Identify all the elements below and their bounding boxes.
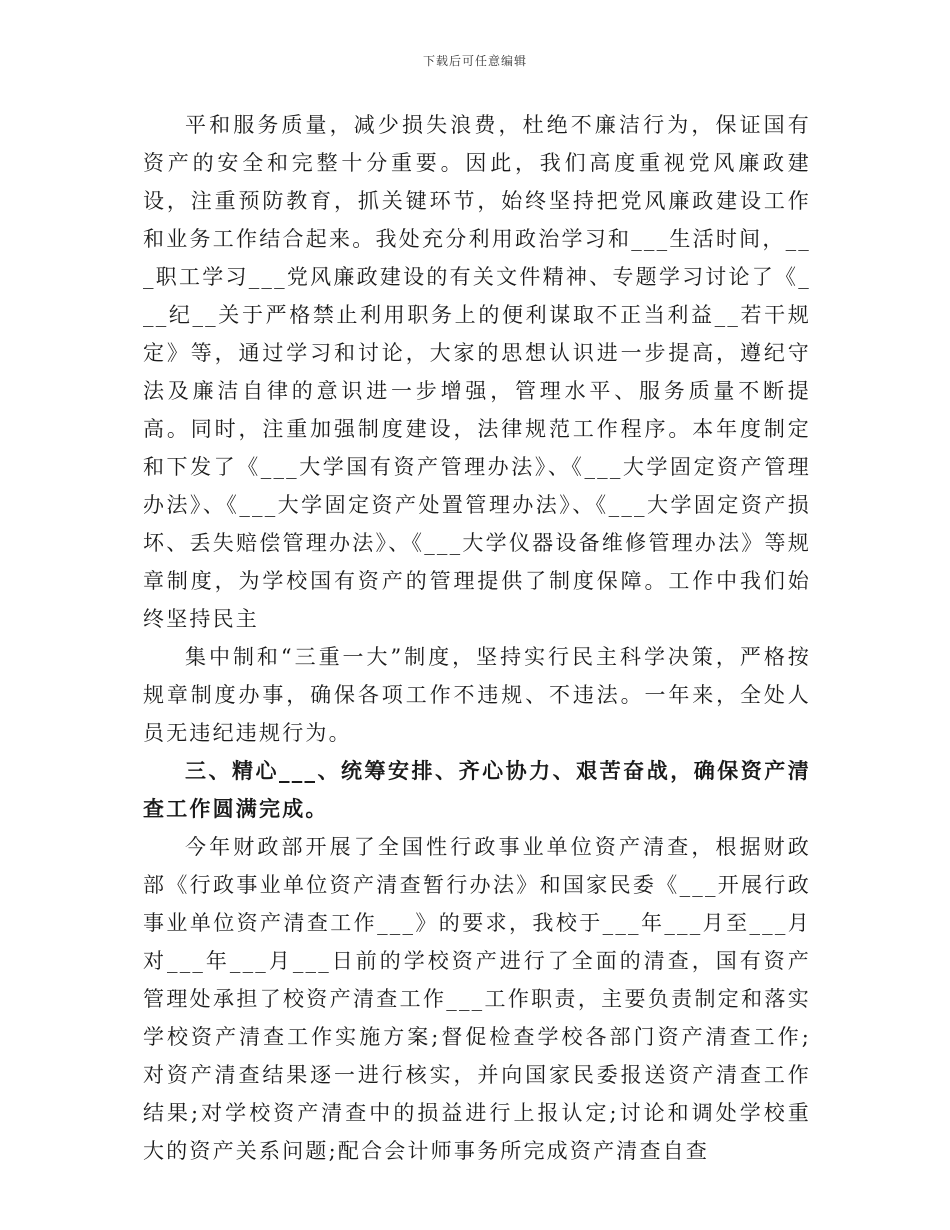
body-paragraph: 平和服务质量，减少损失浪费，杜绝不廉洁行为，保证国有资产的安全和完整十分重要。因此，我们高度重视党风廉政建设，注重预防教育，抓关键环节，始终坚持把党风廉政建设工作和业务工作结合起来。我处充分利用政治学习和___生活时间，___职工学习___党风廉政建设的有关文件精神、专题学习讨论了《___纪__关于严格禁止利用职务上的便利谋取不正当利益__若干规定》等，通过学习和讨论，大家的思想认识进一步提高，遵纪守法及廉洁自律的意识进一步增强，管理水平、服务质量不断提高。同时，注重加强制度建设，法律规范工作程序。本年度制定和下发了《___大学国有资产管理办法》、《___大学固定资产管理办法》、《___大学固定资产处置管理办法》、《___大学固定资产损坏、丢失赔偿管理办法》、《___大学仪器设备维修管理办法》等规章制度，为学校国有资产的管理提供了制度保障。工作中我们始终坚持民主: [143, 113, 811, 631]
section-heading: 三、精心___、统筹安排、齐心协力、艰苦奋战，确保资产清查工作圆满完成。: [143, 758, 811, 821]
body-paragraph: 集中制和“三重一大”制度，坚持实行民主科学决策，严格按规章制度办事，确保各项工作不违规、不违法。一年来，全处人员无违纪违规行为。: [143, 645, 811, 745]
body-paragraph: 今年财政部开展了全国性行政事业单位资产清查，根据财政部《行政事业单位资产清查暂行办法》和国家民委《___开展行政事业单位资产清查工作___》的要求，我校于___年___月至___月对___年___月___日前的学校资产进行了全面的清查，国有资产管理处承担了校资产清查工作___工作职责，主要负责制定和落实学校资产清查工作实施方案;督促检查学校各部门资产清查工作;对资产清查结果逐一进行核实，并向国家民委报送资产清查工作结果;对学校资产清查中的损益进行上报认定;讨论和调处学校重大的资产关系问题;配合会计师事务所完成资产清查自查: [143, 835, 811, 1163]
document-body: [143, 106, 811, 1170]
page-header: 下载后可任意编辑: [422, 54, 527, 68]
